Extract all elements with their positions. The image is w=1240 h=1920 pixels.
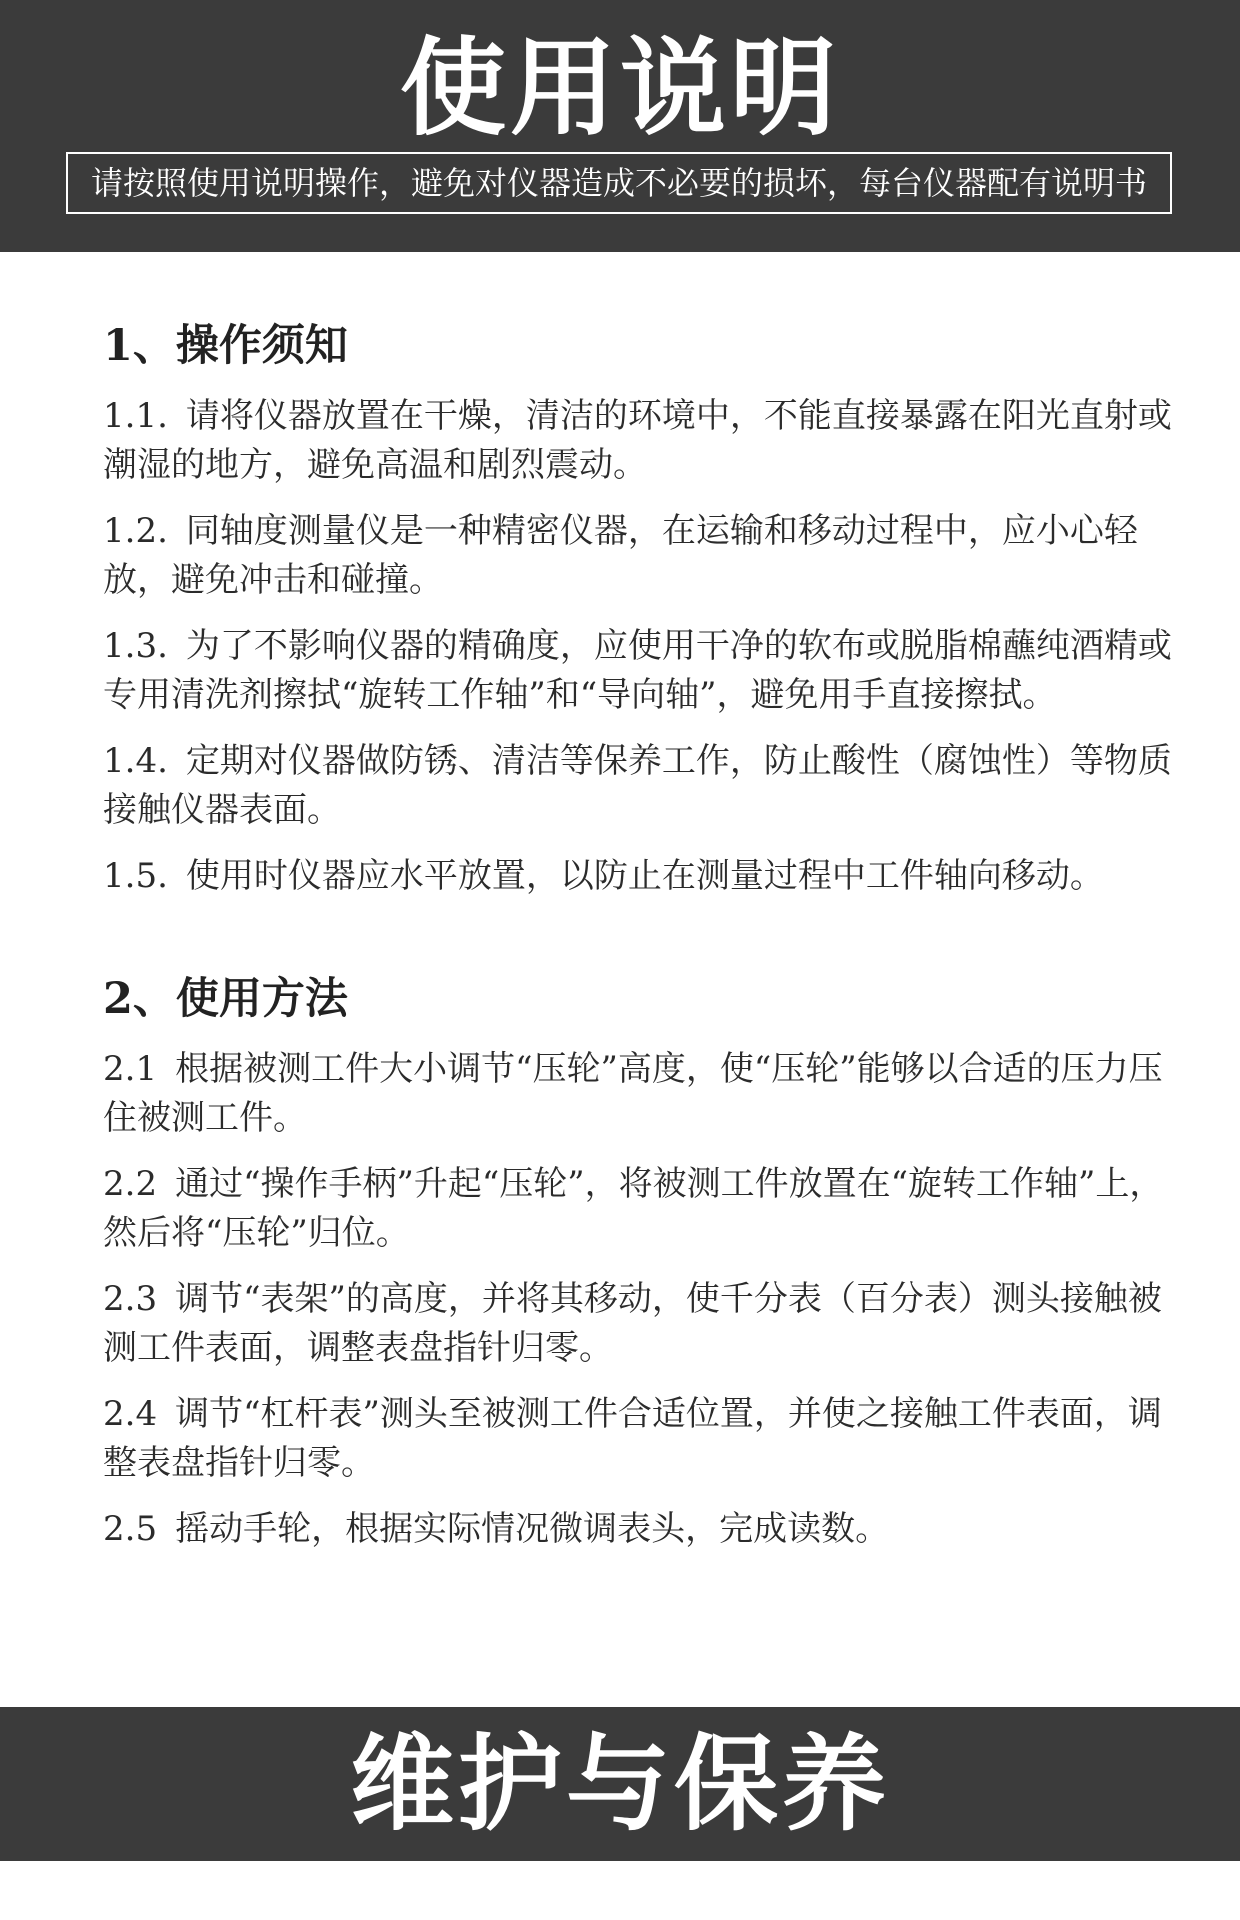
list-item xyxy=(103,622,1173,720)
list-item xyxy=(103,1505,1173,1554)
instructions-content xyxy=(103,300,1173,1571)
list-item xyxy=(103,1390,1173,1488)
item-text: 调节“表架”的高度，并将其移动，使千分表（百分表）测头接触被测工件表面，调整表盘指针归零。 xyxy=(103,1279,1162,1368)
footer-banner xyxy=(0,1707,1240,1861)
item-text: 为了不影响仪器的精确度，应使用干净的软布或脱脂棉蘸纯酒精或专用清洗剂擦拭“旋转工作轴”和“导向轴”，避免用手直接擦拭。 xyxy=(103,626,1172,715)
item-number: 2.4 xyxy=(103,1394,158,1434)
item-number: 1.5. xyxy=(103,856,168,896)
section-title: 1、操作须知 xyxy=(103,321,348,371)
section-operation-notes xyxy=(103,300,1173,901)
item-number: 1.3. xyxy=(103,626,168,666)
item-number: 2.5 xyxy=(103,1509,158,1549)
item-number: 2.3 xyxy=(103,1279,158,1319)
item-text: 摇动手轮，根据实际情况微调表头，完成读数。 xyxy=(175,1509,890,1549)
item-text: 通过“操作手柄”升起“压轮”，将被测工件放置在“旋转工作轴”上，然后将“压轮”归位。 xyxy=(103,1164,1164,1253)
item-text: 调节“杠杆表”测头至被测工件合适位置，并使之接触工件表面，调整表盘指针归零。 xyxy=(103,1394,1162,1483)
item-text: 同轴度测量仪是一种精密仪器，在运输和移动过程中，应小心轻放，避免冲击和碰撞。 xyxy=(103,511,1138,600)
list-item xyxy=(103,392,1173,490)
list-item xyxy=(103,1160,1173,1258)
item-text: 请将仪器放置在干燥，清洁的环境中，不能直接暴露在阳光直射或潮湿的地方，避免高温和剧烈震动。 xyxy=(103,396,1172,485)
section-title: 2、使用方法 xyxy=(103,974,348,1024)
maintenance-title: 维护与保养 xyxy=(349,1722,890,1845)
item-text: 使用时仪器应水平放置，以防止在测量过程中工件轴向移动。 xyxy=(185,856,1104,896)
list-item xyxy=(103,852,1173,901)
item-text: 根据被测工件大小调节“压轮”高度，使“压轮”能够以合适的压力压住被测工件。 xyxy=(103,1049,1163,1138)
list-item xyxy=(103,507,1173,605)
item-number: 2.1 xyxy=(103,1049,158,1089)
page-title: 使用说明 xyxy=(400,25,840,150)
list-item xyxy=(103,1045,1173,1143)
header-banner xyxy=(0,0,1240,252)
item-text: 定期对仪器做防锈、清洁等保养工作，防止酸性（腐蚀性）等物质接触仪器表面。 xyxy=(103,741,1172,830)
item-number: 1.1. xyxy=(103,396,168,436)
list-item xyxy=(103,1275,1173,1373)
list-item xyxy=(103,737,1173,835)
item-number: 1.2. xyxy=(103,511,168,551)
item-number: 1.4. xyxy=(103,741,168,781)
item-number: 2.2 xyxy=(103,1164,158,1204)
subtitle-notice: 请按照使用说明操作，避免对仪器造成不必要的损坏，每台仪器配有说明书 xyxy=(66,152,1172,214)
section-usage-method xyxy=(103,953,1173,1554)
